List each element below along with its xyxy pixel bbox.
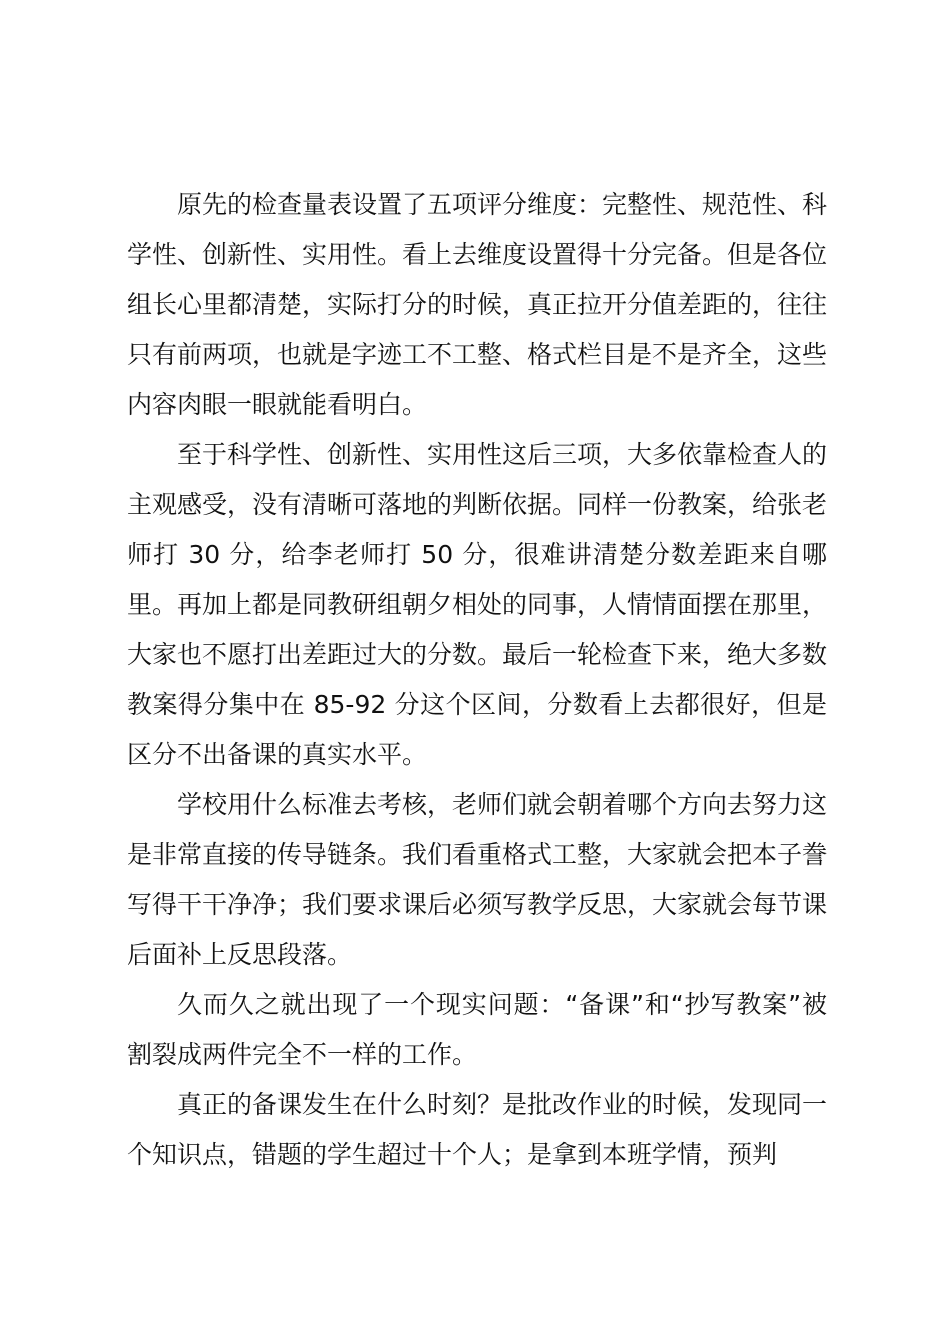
document-body: [127, 180, 827, 1180]
paragraph-split-work: 久而久之就出现了一个现实问题：“备课”和“抄写教案”被割裂成两件完全不一样的工作。: [127, 990, 827, 1069]
paragraph-subjective-scoring: 至于科学性、创新性、实用性这后三项，大多依靠检查人的主观感受，没有清晰可落地的判断依据。同样一份教案，给张老师打 30 分，给李老师打 50 分，很难讲清楚分数差距来自哪里。再加上都是同教研组朝夕相处的同事，人情情面摆在那里，大家也不愿打出差距过大的分数。最后一轮检查下来，绝大多数教案得分集中在 85-92 分这个区间，分数看上去都很好，但是区分不出备课的真实水平。: [127, 440, 828, 769]
paragraph-real-preparation: 真正的备课发生在什么时刻？是批改作业的时候，发现同一个知识点，错题的学生超过十个人；是拿到本班学情，预判: [127, 1090, 828, 1169]
paragraph-assessment-chain: 学校用什么标准去考核，老师们就会朝着哪个方向去努力这是非常直接的传导链条。我们看重格式工整，大家就会把本子誊写得干干净净；我们要求课后必须写教学反思，大家就会每节课后面补上反思段落。: [127, 790, 828, 969]
paragraph-scoring-dimensions: 原先的检查量表设置了五项评分维度：完整性、规范性、科学性、创新性、实用性。看上去维度设置得十分完备。但是各位组长心里都清楚，实际打分的时候，真正拉开分值差距的，往往只有前两项，也就是字迹工不工整、格式栏目是不是齐全，这些内容肉眼一眼就能看明白。: [127, 190, 828, 419]
